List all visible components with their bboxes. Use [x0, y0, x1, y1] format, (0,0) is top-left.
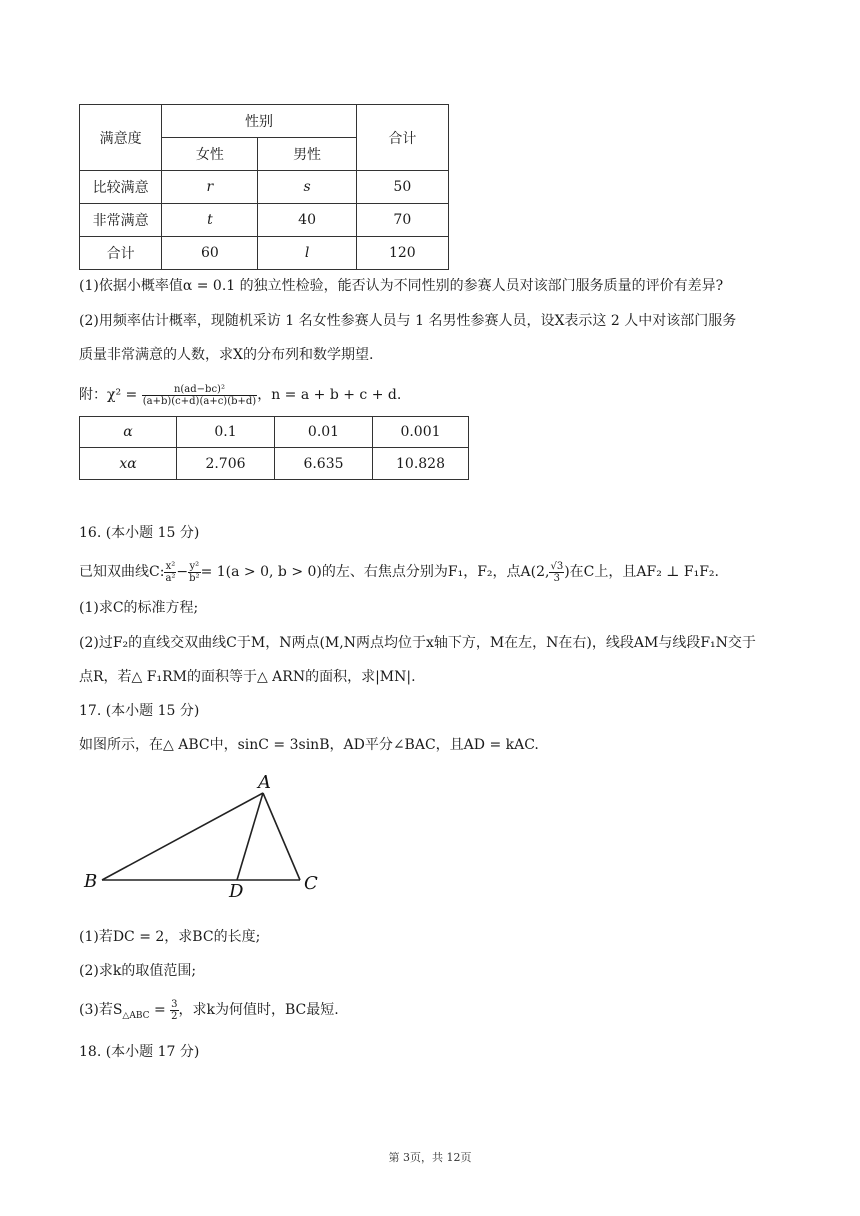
vertex-label-a: A — [258, 772, 271, 793]
q17-heading: 17. (本小题 15 分) — [79, 703, 200, 719]
table-row — [80, 204, 449, 237]
alpha-label: α — [80, 417, 177, 448]
alpha-value: 0.01 — [275, 417, 373, 448]
x-alpha-label: xα — [80, 448, 177, 480]
q16-part2-line1: (2)过F₂的直线交双曲线C于M，N两点(M,N两点均位于x轴下方，M在左，N在右)，线段AM与线段F₁N交于 — [79, 635, 756, 651]
header-gender: 性别 — [162, 105, 356, 138]
q16-stem: 已知双曲线C: $\frac{\text{x²}}{\text{a²}}$ − $\frac{\text{y²}}{\text{b²}}$ = 1(a > 0, b > 0)的左、右焦点分别为F₁，F₂，点A(2, $\frac{√3}{3}$ )在C上，且AF₂ ⊥ F₁F₂. — [79, 560, 719, 584]
header-total: 合计 — [356, 105, 448, 171]
cell-male: s — [258, 171, 356, 204]
table-row — [80, 237, 449, 270]
row-label: 合计 — [80, 237, 162, 270]
x-alpha-value: 2.706 — [177, 448, 275, 480]
q16-part2-line2: 点R，若△ F₁RM的面积等于△ ARN的面积，求|MN|. — [79, 669, 416, 685]
q15-appendix-formula: 附：χ² = $\frac{\text{n(ad−bc)²}}{(a+b)(c+d)(a+c)(b+d)}$ ，n = a + b + c + d. — [79, 383, 402, 407]
q15-part2-line1: (2)用频率估计概率，现随机采访 1 名女性参赛人员与 1 名男性参赛人员，设X表示这 2 人中对该部门服务 — [79, 313, 737, 329]
triangle-figure — [80, 770, 330, 900]
alpha-value: 0.001 — [373, 417, 469, 448]
vertex-label-d: D — [229, 881, 244, 900]
satisfaction-table — [79, 104, 449, 270]
q18-heading: 18. (本小题 17 分) — [79, 1044, 200, 1060]
row-label: 非常满意 — [80, 204, 162, 237]
cell-total: 50 — [356, 171, 448, 204]
q17-part1: (1)若DC = 2，求BC的长度; — [79, 929, 261, 945]
x-alpha-value: 6.635 — [275, 448, 373, 480]
cell-total: 70 — [356, 204, 448, 237]
cell-total: 120 — [356, 237, 448, 270]
x-alpha-value: 10.828 — [373, 448, 469, 480]
q17-part3: (3)若$S_{\triangle ABC}$ = $\frac{3}{2}$ ，求k为何值时，BC最短. — [79, 998, 339, 1022]
cell-male: 40 — [258, 204, 356, 237]
alpha-table — [79, 416, 469, 480]
row-label: 比较满意 — [80, 171, 162, 204]
q17-stem: 如图所示，在△ ABC中，sinC = 3sinB，AD平分∠BAC，且AD = kAC. — [79, 737, 539, 753]
q16-part1: (1)求C的标准方程; — [79, 600, 199, 616]
cell-female: t — [162, 204, 258, 237]
vertex-label-c: C — [304, 873, 318, 894]
q16-heading: 16. (本小题 15 分) — [79, 525, 200, 541]
cell-female: 60 — [162, 237, 258, 270]
header-female: 女性 — [162, 138, 258, 171]
header-satisfaction: 满意度 — [80, 105, 162, 171]
vertex-label-b: B — [84, 871, 98, 892]
cell-female: r — [162, 171, 258, 204]
header-male: 男性 — [258, 138, 356, 171]
q15-part1: (1)依据小概率值α = 0.1 的独立性检验，能否认为不同性别的参赛人员对该部门服务质量的评价有差异? — [79, 278, 724, 294]
table-row — [80, 171, 449, 204]
alpha-value: 0.1 — [177, 417, 275, 448]
page-footer: 第 3页，共 12页 — [388, 1151, 472, 1164]
cell-male: l — [258, 237, 356, 270]
q15-part2-line2: 质量非常满意的人数，求X的分布列和数学期望. — [79, 347, 374, 363]
q17-part2: (2)求k的取值范围; — [79, 963, 197, 979]
